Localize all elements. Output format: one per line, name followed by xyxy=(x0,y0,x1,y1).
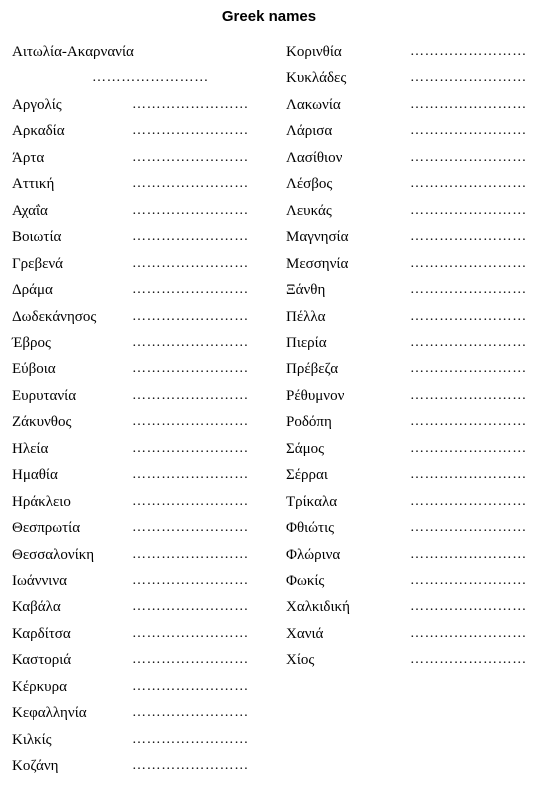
form-row xyxy=(12,597,247,617)
form-row xyxy=(286,280,526,300)
form-row xyxy=(286,121,526,141)
fill-in-blank[interactable]: …………………… xyxy=(132,626,249,641)
region-name: Κιλκίς xyxy=(12,732,52,748)
fill-in-blank[interactable]: …………………… xyxy=(410,494,527,509)
fill-in-blank[interactable]: …………………… xyxy=(410,97,527,112)
form-row xyxy=(12,703,247,723)
region-name: Χίος xyxy=(286,652,315,668)
fill-in-blank[interactable]: …………………… xyxy=(132,414,249,429)
fill-in-blank[interactable]: …………………… xyxy=(410,547,527,562)
fill-in-blank[interactable]: …………………… xyxy=(132,758,249,773)
region-name: Κεφαλληνία xyxy=(12,705,87,721)
form-row xyxy=(286,571,526,591)
form-row xyxy=(286,624,526,644)
form-row xyxy=(286,227,526,247)
form-row xyxy=(286,518,526,538)
region-name: Αρκαδία xyxy=(12,123,65,139)
region-name: Εύβοια xyxy=(12,361,56,377)
form-row xyxy=(286,42,526,62)
fill-in-blank[interactable]: …………………… xyxy=(132,732,249,747)
region-name: Ρέθυμνον xyxy=(286,388,345,404)
fill-in-blank[interactable]: …………………… xyxy=(410,229,527,244)
fill-in-blank[interactable]: …………………… xyxy=(132,679,249,694)
fill-in-blank[interactable]: …………………… xyxy=(410,282,527,297)
fill-in-blank[interactable]: …………………… xyxy=(132,97,249,112)
fill-in-blank[interactable]: …………………… xyxy=(410,388,527,403)
region-name: Ηλεία xyxy=(12,441,49,457)
fill-in-blank[interactable]: …………………… xyxy=(132,441,249,456)
fill-in-blank[interactable]: …………………… xyxy=(132,361,249,376)
form-row xyxy=(12,280,247,300)
form-row xyxy=(12,518,247,538)
form-row xyxy=(286,359,526,379)
form-row xyxy=(12,386,247,406)
region-name: Έβρος xyxy=(12,335,51,351)
fill-in-blank[interactable]: …………………… xyxy=(132,282,249,297)
region-name: Κορινθία xyxy=(286,44,342,60)
region-name: Θεσσαλονίκη xyxy=(12,547,95,563)
region-name: Καστοριά xyxy=(12,652,72,668)
region-name: Δράμα xyxy=(12,282,53,298)
form-row xyxy=(12,68,247,88)
fill-in-blank[interactable]: …………………… xyxy=(132,467,249,482)
region-name: Λακωνία xyxy=(286,97,341,113)
form-row xyxy=(12,439,247,459)
form-row xyxy=(286,545,526,565)
region-name: Αργολίς xyxy=(12,97,62,113)
fill-in-blank[interactable]: …………………… xyxy=(410,176,527,191)
form-row xyxy=(286,650,526,670)
fill-in-blank[interactable]: …………………… xyxy=(132,335,249,350)
region-name: Λέσβος xyxy=(286,176,333,192)
form-row xyxy=(286,386,526,406)
fill-in-blank[interactable]: …………………… xyxy=(410,44,527,59)
region-name: Χανιά xyxy=(286,626,324,642)
fill-in-blank[interactable]: …………………… xyxy=(132,573,249,588)
fill-in-blank[interactable]: …………………… xyxy=(410,599,527,614)
form-row xyxy=(12,121,247,141)
fill-in-blank[interactable]: …………………… xyxy=(410,203,527,218)
fill-in-blank[interactable]: …………………… xyxy=(132,494,249,509)
region-name: Πρέβεζα xyxy=(286,361,339,377)
form-row xyxy=(12,359,247,379)
fill-in-blank[interactable]: …………………… xyxy=(410,309,527,324)
region-name: Αττική xyxy=(12,176,55,192)
region-name: Λευκάς xyxy=(286,203,332,219)
form-row xyxy=(12,174,247,194)
fill-in-blank[interactable]: …………………… xyxy=(132,256,249,271)
region-name: Πιερία xyxy=(286,335,327,351)
region-name: Δωδεκάνησος xyxy=(12,309,97,325)
form-row xyxy=(286,333,526,353)
form-row xyxy=(286,201,526,221)
region-name: Βοιωτία xyxy=(12,229,62,245)
region-name: Ηράκλειο xyxy=(12,494,71,510)
region-name: Αιτωλία-Ακαρνανία xyxy=(12,44,134,60)
fill-in-blank[interactable]: …………………… xyxy=(410,335,527,350)
fill-in-blank[interactable]: …………………… xyxy=(132,652,249,667)
form-row xyxy=(12,677,247,697)
region-name: Φθιώτις xyxy=(286,520,335,536)
form-row xyxy=(12,254,247,274)
form-row xyxy=(12,412,247,432)
region-name: Ημαθία xyxy=(12,467,58,483)
fill-in-blank[interactable]: …………………… xyxy=(132,203,249,218)
region-name: Σέρραι xyxy=(286,467,328,483)
fill-in-blank[interactable]: …………………… xyxy=(132,520,249,535)
region-name: Άρτα xyxy=(12,150,45,166)
form-row xyxy=(12,227,247,247)
form-row xyxy=(12,333,247,353)
form-row xyxy=(286,254,526,274)
region-name: Λασίθιον xyxy=(286,150,343,166)
region-name: Κέρκυρα xyxy=(12,679,67,695)
region-name: Φλώρινα xyxy=(286,547,341,563)
form-row xyxy=(12,465,247,485)
fill-in-blank[interactable]: …………………… xyxy=(410,150,527,165)
region-name: Ιωάννινα xyxy=(12,573,67,589)
region-name: Αχαΐα xyxy=(12,203,48,219)
form-row xyxy=(12,756,247,776)
form-row xyxy=(286,439,526,459)
region-name: Γρεβενά xyxy=(12,256,64,272)
region-name: Πέλλα xyxy=(286,309,326,325)
fill-in-blank[interactable]: …………………… xyxy=(132,229,249,244)
fill-in-blank[interactable]: …………………… xyxy=(410,467,527,482)
region-name: Ξάνθη xyxy=(286,282,326,298)
fill-in-blank[interactable]: …………………… xyxy=(132,705,249,720)
form-row xyxy=(12,492,247,512)
fill-in-blank[interactable]: …………………… xyxy=(132,547,249,562)
form-row xyxy=(12,571,247,591)
fill-in-blank[interactable]: …………………… xyxy=(410,70,527,85)
fill-in-blank[interactable]: …………………… xyxy=(410,626,527,641)
form-row xyxy=(286,492,526,512)
form-row xyxy=(12,201,247,221)
fill-in-blank[interactable]: …………………… xyxy=(410,123,527,138)
region-name: Σάμος xyxy=(286,441,325,457)
form-row xyxy=(12,545,247,565)
fill-in-blank[interactable]: …………………… xyxy=(132,309,249,324)
form-row xyxy=(12,624,247,644)
fill-in-blank[interactable]: …………………… xyxy=(132,388,249,403)
fill-in-blank[interactable]: …………………… xyxy=(132,123,249,138)
region-name: Ροδόπη xyxy=(286,414,332,430)
form-row xyxy=(286,597,526,617)
region-name: Καβάλα xyxy=(12,599,61,615)
form-row xyxy=(12,148,247,168)
fill-in-blank[interactable]: …………………… xyxy=(410,256,527,271)
fill-in-blank[interactable]: …………………… xyxy=(410,414,527,429)
form-row xyxy=(12,730,247,750)
fill-in-blank[interactable]: …………………… xyxy=(132,150,249,165)
region-name: Θεσπρωτία xyxy=(12,520,81,536)
form-row xyxy=(286,307,526,327)
region-name: Καρδίτσα xyxy=(12,626,71,642)
region-name: Κοζάνη xyxy=(12,758,59,774)
fill-in-blank[interactable]: …………………… xyxy=(410,652,527,667)
form-row xyxy=(286,412,526,432)
region-name: Τρίκαλα xyxy=(286,494,338,510)
fill-in-blank[interactable]: …………………… xyxy=(410,573,527,588)
page-title: Greek names xyxy=(221,8,317,25)
fill-in-blank[interactable]: …………………… xyxy=(410,361,527,376)
form-row xyxy=(12,42,247,62)
form-row xyxy=(286,465,526,485)
fill-in-blank[interactable]: …………………… xyxy=(92,70,209,85)
form-row xyxy=(286,174,526,194)
form-row xyxy=(286,148,526,168)
region-name: Κυκλάδες xyxy=(286,70,347,86)
form-row xyxy=(12,95,247,115)
form-row xyxy=(12,650,247,670)
region-name: Φωκίς xyxy=(286,573,325,589)
fill-in-blank[interactable]: …………………… xyxy=(410,520,527,535)
region-name: Μαγνησία xyxy=(286,229,349,245)
region-name: Μεσσηνία xyxy=(286,256,349,272)
form-row xyxy=(12,307,247,327)
region-name: Χαλκιδική xyxy=(286,599,350,615)
fill-in-blank[interactable]: …………………… xyxy=(410,441,527,456)
region-name: Ζάκυνθος xyxy=(12,414,72,430)
fill-in-blank[interactable]: …………………… xyxy=(132,176,249,191)
region-name: Λάρισα xyxy=(286,123,333,139)
fill-in-blank[interactable]: …………………… xyxy=(132,599,249,614)
form-row xyxy=(286,95,526,115)
region-name: Ευρυτανία xyxy=(12,388,77,404)
form-row xyxy=(286,68,526,88)
